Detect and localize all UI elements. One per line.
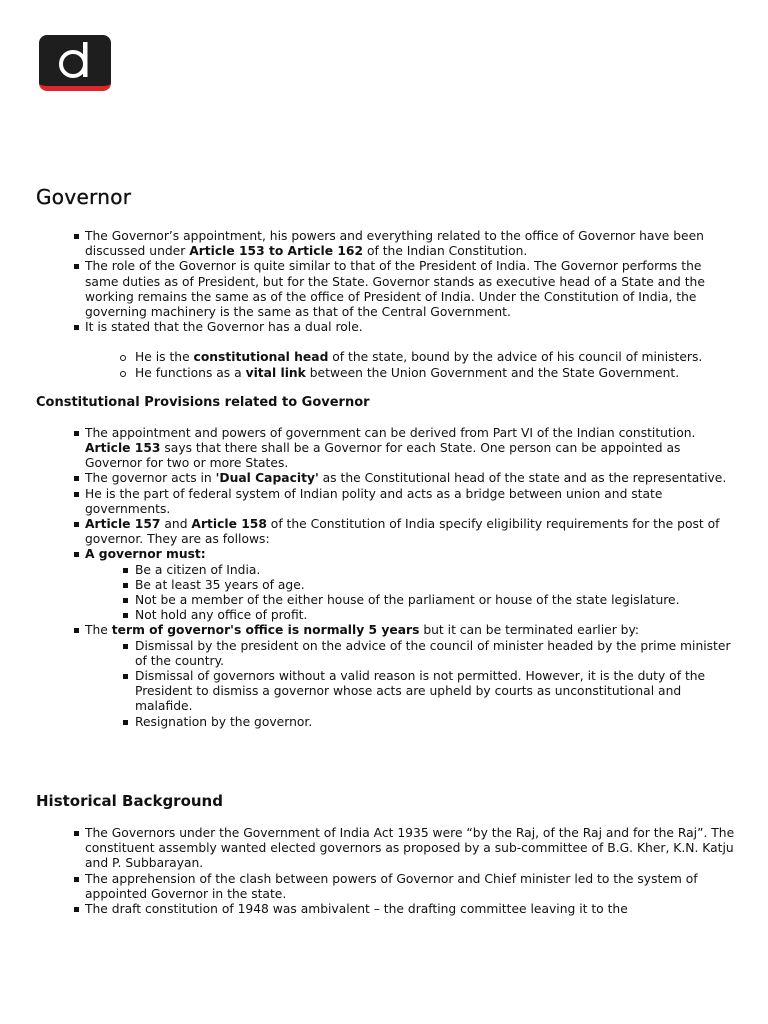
list-item: The draft constitution of 1948 was ambivalent – the drafting committee leaving it to the (36, 902, 736, 917)
provisions-list (36, 426, 736, 730)
list-item: He is the part of federal system of Indian polity and acts as a bridge between union and state governments. (36, 487, 736, 517)
list-item: Not be a member of the either house of the parliament or house of the state legislature. (36, 593, 736, 608)
list-item: A governor must: Be a citizen of India. Be at least 35 years of age. Not be a member of the either house of the parliament or house of the state legislature. Not hold any office of profit. (36, 547, 736, 623)
list-item: The appointment and powers of government can be derived from Part VI of the Indian constitution. Article 153 says that there shall be a Governor for each State. One person can be appointed as Governor for two or more States. (36, 426, 736, 472)
eligibility-list (36, 563, 736, 624)
list-item: He is the constitutional head of the state, bound by the advice of his council of ministers. (36, 350, 736, 365)
list-item: Not hold any office of profit. (36, 608, 736, 623)
document-body (36, 185, 736, 917)
section-heading-provisions: Constitutional Provisions related to Governor (36, 394, 370, 410)
list-item: The governor acts in 'Dual Capacity' as the Constitutional head of the state and as the representative. (36, 471, 736, 486)
list-item: Article 157 and Article 158 of the Constitution of India specify eligibility requirements for the post of governor. They are as follows: (36, 517, 736, 547)
d-letter-icon (39, 35, 111, 91)
list-item: Dismissal by the president on the advice of the council of minister headed by the prime minister of the country. (36, 639, 736, 669)
list-item: The role of the Governor is quite similar to that of the President of India. The Governor performs the same duties as of President, but for the State. Governor stands as executive head of a State and the working remains the same as of the office of President of India. Under the Constitution of India, the governing machinery is the same as that of the Central Government. (36, 259, 736, 320)
list-item: The apprehension of the clash between powers of Governor and Chief minister led to the system of appointed Governor in the state. (36, 872, 736, 902)
list-item: The Governors under the Government of India Act 1935 were “by the Raj, of the Raj and for the Raj”. The constituent assembly wanted elected governors as proposed by a sub-committee of B.G. Kher, K.N. Katju and P. Subbarayan. (36, 826, 736, 872)
list-item: Be at least 35 years of age. (36, 578, 736, 593)
list-item: Dismissal of governors without a valid reason is not permitted. However, it is the duty of the President to dismiss a governor whose acts are upheld by courts as unconstitutional and malafide. (36, 669, 736, 715)
termination-list (36, 639, 736, 730)
dual-role-list (36, 350, 736, 380)
history-list (36, 826, 736, 917)
page-title: Governor (36, 185, 132, 209)
section-heading-history: Historical Background (36, 791, 223, 810)
list-item: He functions as a vital link between the Union Government and the State Government. (36, 366, 736, 381)
list-item: Be a citizen of India. (36, 563, 736, 578)
list-item: The Governor’s appointment, his powers and everything related to the office of Governor have been discussed under Article 153 to Article 162 of the Indian Constitution. (36, 229, 736, 259)
list-item: Resignation by the governor. (36, 715, 736, 730)
list-item: It is stated that the Governor has a dual role. (36, 320, 736, 335)
intro-list (36, 229, 736, 335)
list-item: The term of governor's office is normally 5 years but it can be terminated earlier by: Dismissal by the president on the advice of the council of minister headed by the prime minister of the country. Dismissal of governors without a valid reason is not permitted. However, it is the duty of the President to dismiss a governor whose acts are upheld by courts as unconstitutional and malafide. Resignation by the governor. (36, 623, 736, 729)
site-logo[interactable] (39, 35, 111, 91)
